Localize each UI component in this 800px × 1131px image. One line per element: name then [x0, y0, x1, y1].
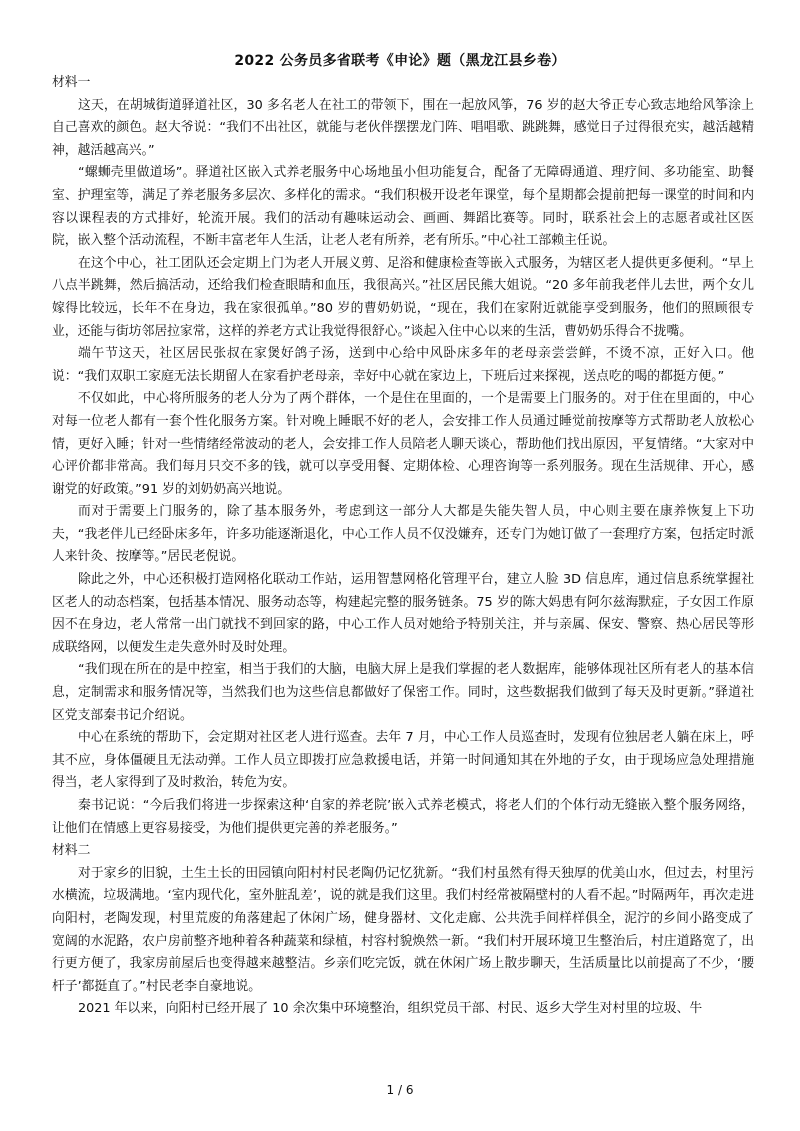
paragraph: 端午节这天，社区居民张叔在家煲好鸽子汤，送到中心给中风卧床多年的老母亲尝尝鲜，不烫不凉，正好入口。他说：“我们双职工家庭无法长期留人在家看护老母亲，幸好中心就在家边上，下班后过来探视，送点吃的喝的都挺方便。”: [52, 346, 754, 384]
paragraph: “我们现在所在的是中控室，相当于我们的大脑，电脑大屏上是我们掌握的老人数据库，能够体现社区所有老人的基本信息，定制需求和服务情况等，当然我们也为这些信息都做好了保密工作。同时，这些数据我们做到了每天及时更新。”驿道社区党支部秦书记介绍说。: [52, 662, 754, 723]
paragraph: 而对于需要上门服务的，除了基本服务外，考虑到这一部分人大都是失能失智人员，中心则主要在康养恢复上下功夫，“我老伴儿已经卧床多年，许多功能逐渐退化，中心工作人员不仅没嫌弃，还专门为她订做了一套理疗方案，包括定时派人来针灸、按摩等。”居民老倪说。: [52, 504, 754, 565]
paragraph: 秦书记说：“今后我们将进一步探索这种‘自家的养老院’嵌入式养老模式，将老人们的个体行动无缝嵌入整个服务网络，让他们在情感上更容易接受，为他们提供更完善的养老服务。”: [52, 798, 754, 836]
section-heading: 材料一: [52, 75, 91, 90]
page-number: 1 / 6: [386, 1083, 414, 1097]
paragraph: 不仅如此，中心将所服务的老人分为了两个群体，一个是住在里面的，一个是需要上门服务的。对于住在里面的，中心对每一位老人都有一套个性化服务方案。针对晚上睡眠不好的老人，会安排工作人员通过睡觉前按摩等方式帮助老人放松心情，更好入睡；针对一些情绪经常波动的老人，会安排工作人员陪老人聊天谈心，帮助他们找出原因，平复情绪。“大家对中心评价都非常高。我们每月只交不多的钱，就可以享受用餐、定期体检、心理咨询等一系列服务。现在生活规律、开心，感谢党的好政策。”91 岁的刘奶奶高兴地说。: [52, 391, 754, 497]
document-title: 2022 公务员多省联考《申论》题（黑龙江县乡卷）: [234, 53, 566, 69]
paragraph: “螺蛳壳里做道场”。驿道社区嵌入式养老服务中心场地虽小但功能复合，配备了无障碍通道、理疗间、多功能室、助餐室、护理室等，满足了养老服务多层次、多样化的需求。“我们积极开设老年课堂，每个星期都会提前把每一课堂的时间和内容以课程表的方式排好，轮流开展。我们的活动有趣味运动会、画画、舞蹈比赛等。同时，联系社会上的志愿者或社区医院，嵌入整个活动流程，不断丰富老年人生活，让老人老有所养，老有所乐。”中心社工部赖主任说。: [52, 165, 754, 249]
paragraph: 2021 年以来，向阳村已经开展了 10 余次集中环境整治，组织党员干部、村民、返乡大学生对村里的垃圾、牛: [78, 1001, 703, 1017]
paragraph: 对于家乡的旧貌，土生土长的田园镇向阳村村民老陶仍记忆犹新。“我们村虽然有得天独厚的优美山水，但过去，村里污水横流，垃圾满地。‘室内现代化，室外脏乱差’，说的就是我们这里。我们村经常被隔壁村的人看不起。”时隔两年，再次走进向阳村，老陶发现，村里荒废的角落建起了休闲广场，健身器材、文化走廊、公共洗手间样样俱全，泥泞的乡间小路变成了宽阔的水泥路，农户房前整齐地种着各种蔬菜和绿植，村容村貌焕然一新。“我们村开展环境卫生整治后，村庄道路宽了，出行更方便了，我家房前屋后也变得越来越整洁。乡亲们吃完饭，就在休闲广场上散步聊天，生活质量比以前提高了不少，‘腰杆子’都挺直了。”村民老李自豪地说。: [52, 865, 754, 994]
document-body: [52, 72, 754, 1021]
paragraph: 除此之外，中心还积极打造网格化联动工作站，运用智慧网格化管理平台，建立人脸 3D 信息库，通过信息系统掌握社区老人的动态档案，包括基本情况、服务动态等，构建起完整的服务链条。75 岁的陈大妈患有阿尔兹海默症，子女因工作原因不在身边，老人常常一出门就找不到回家的路，中心工作人员对她给予特别关注，并与亲属、保安、警察、热心居民等形成联络网，以便发生走失意外时及时处理。: [52, 572, 754, 655]
section-heading: 材料二: [52, 843, 91, 859]
paragraph: 这天，在胡城街道驿道社区，30 多名老人在社工的带领下，围在一起放风筝，76 岁的赵大爷正专心致志地给风筝涂上自己喜欢的颜色。赵大爷说：“我们不出社区，就能与老伙伴摆摆龙门阵、唱唱歌、跳跳舞，感觉日子过得很充实，越活越精神，越活越高兴。”: [52, 97, 754, 158]
paragraph: 中心在系统的帮助下，会定期对社区老人进行巡查。去年 7 月，中心工作人员巡查时，发现有位独居老人躺在床上，呼其不应，身体僵硬且无法动弹。工作人员立即拨打应急救援电话，并第一时间通知其在外地的子女，由于现场应急处理措施得当，老人家得到了及时救治，转危为安。: [52, 730, 754, 791]
paragraph: 在这个中心，社工团队还会定期上门为老人开展义剪、足浴和健康检查等嵌入式服务，为辖区老人提供更多便利。“早上八点半跳舞，然后搞活动，还给我们检查眼睛和血压，我很高兴。”社区居民熊大姐说。“20 多年前我老伴儿去世，两个女儿嫁得比较远，长年不在身边，我在家很孤单。”80 岁的曹奶奶说，“现在，我们在家附近就能享受到服务，他们的照顾很专业，还能与街坊邻居拉家常，这样的养老方式让我觉得很舒心。”谈起入住中心以来的生活，曹奶奶乐得合不拢嘴。: [52, 255, 754, 339]
